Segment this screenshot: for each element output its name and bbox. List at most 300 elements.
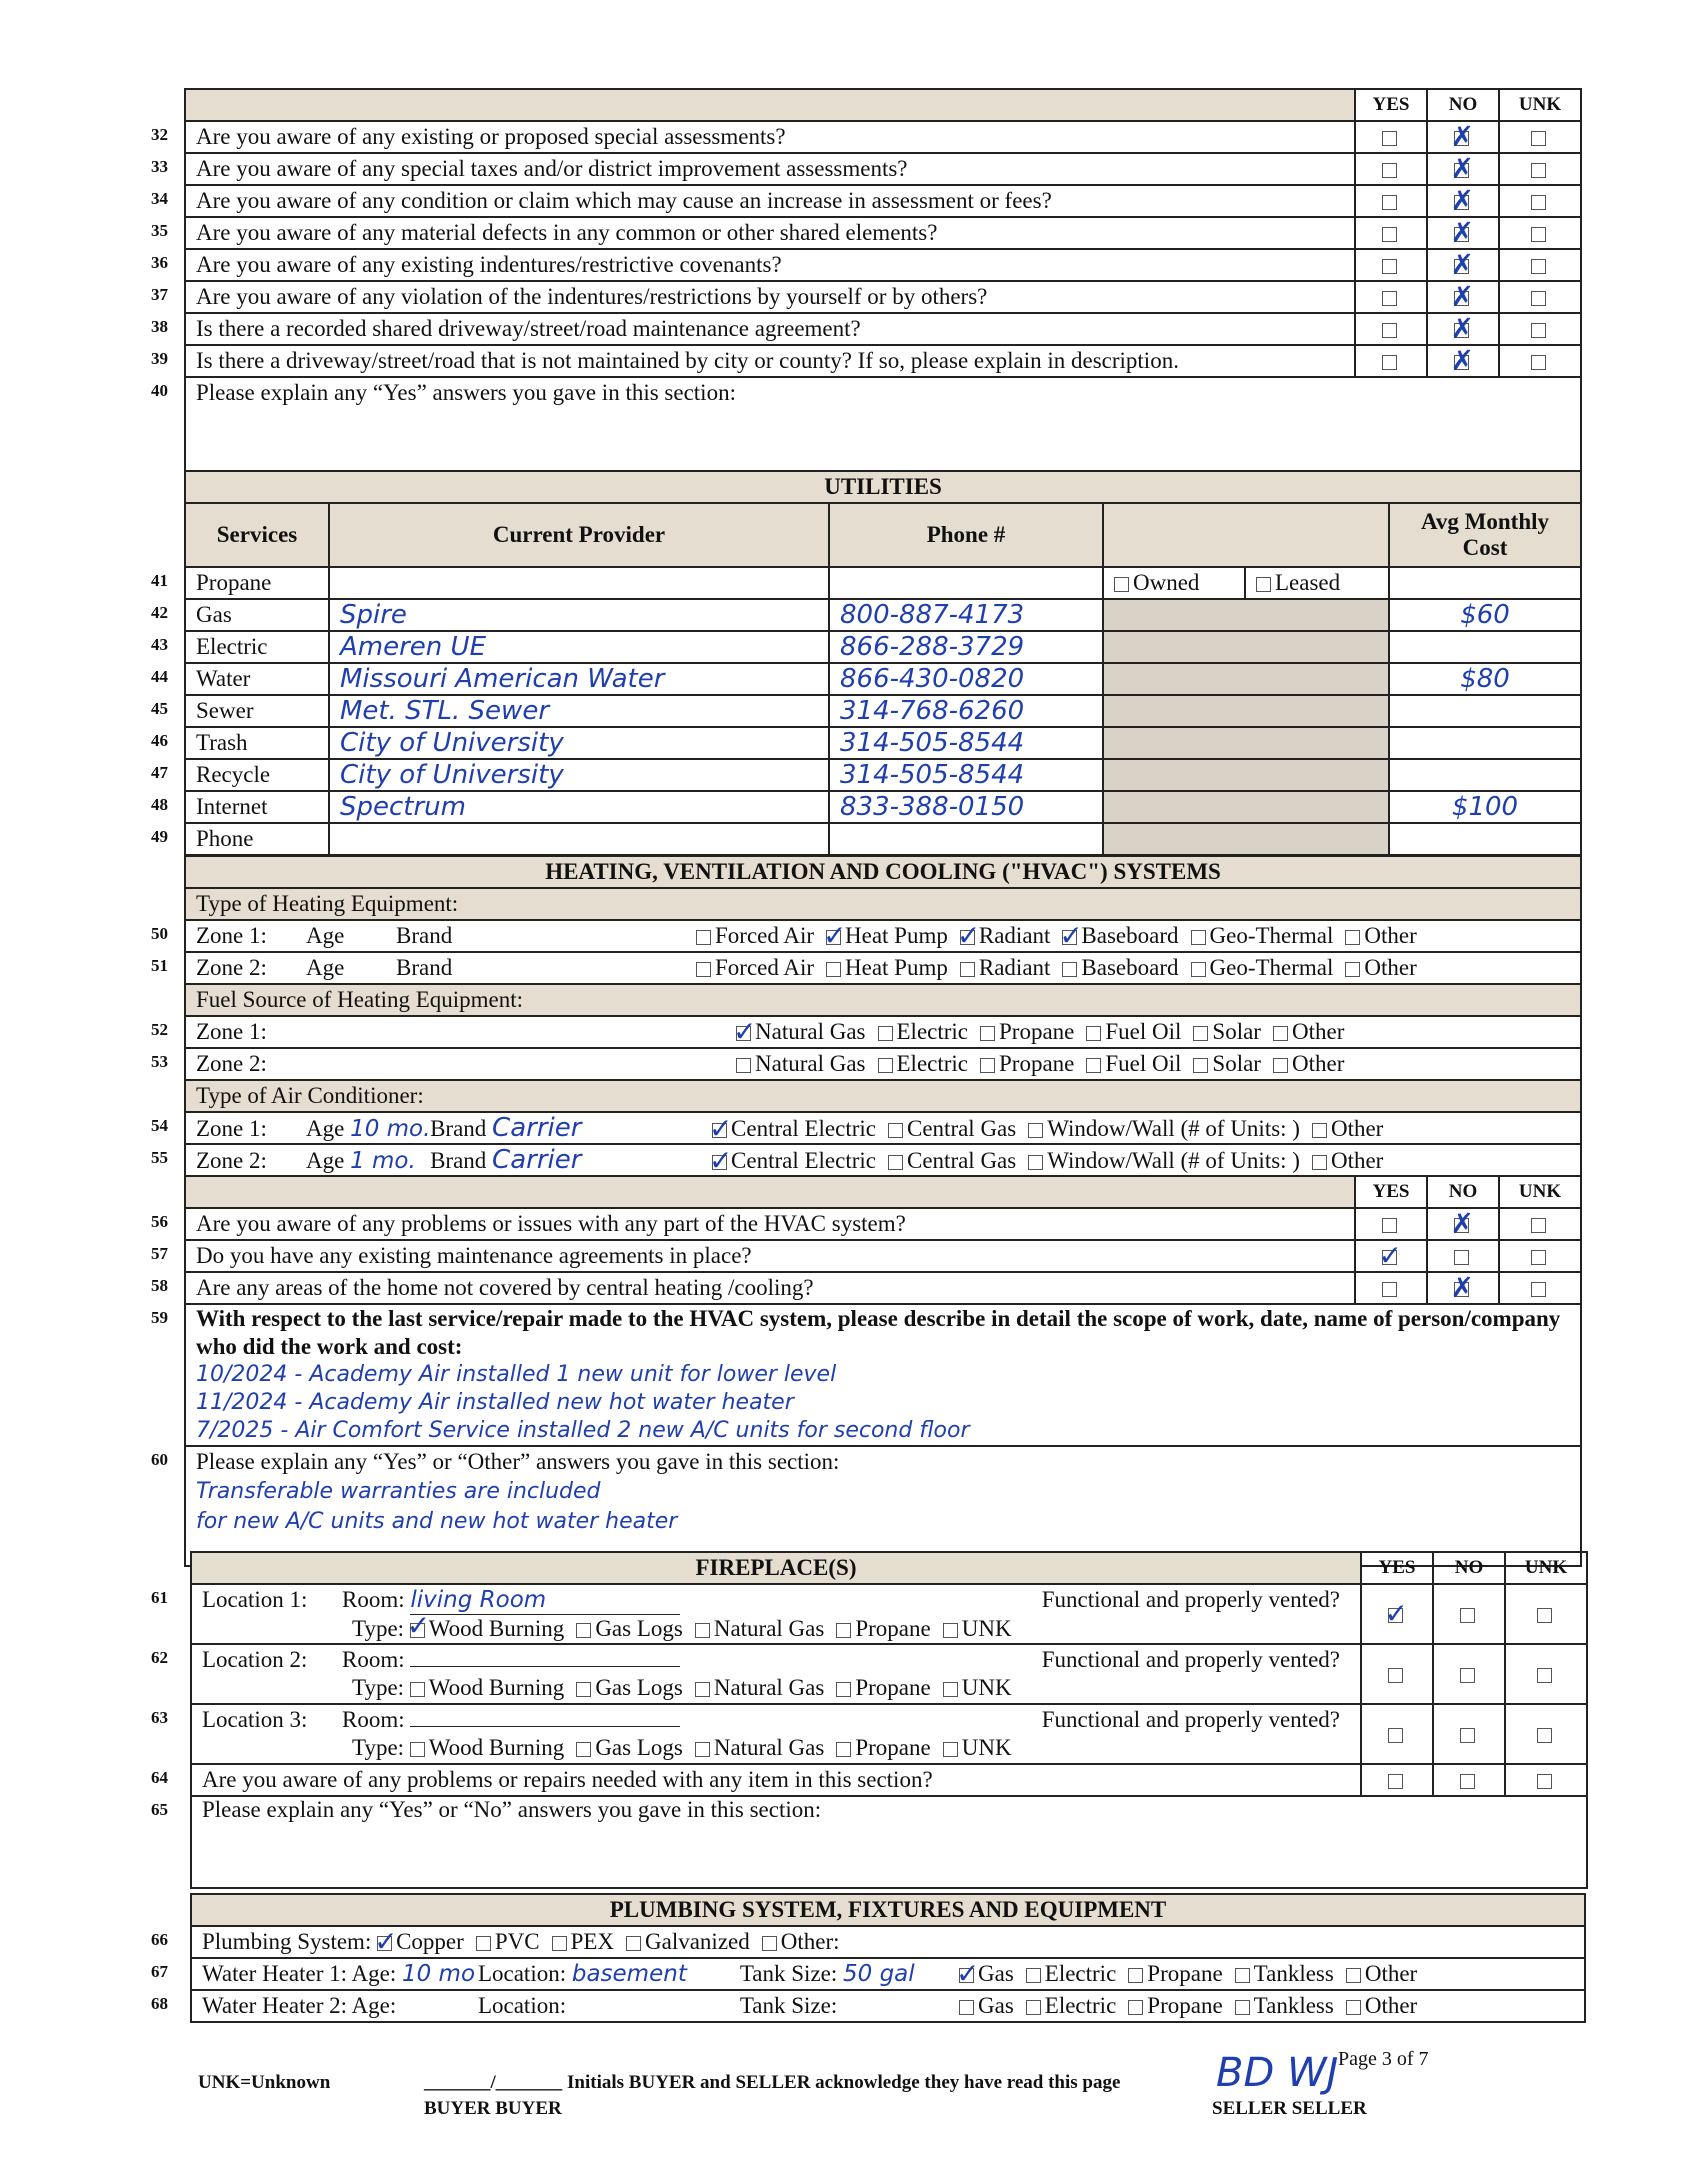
- row-number: 56: [151, 1212, 168, 1231]
- checkmark-icon: ✗: [1450, 345, 1474, 377]
- yes-checkbox[interactable]: [1388, 1728, 1403, 1743]
- yes-cell: [1355, 281, 1427, 313]
- explain-line: Transferable warranties are included: [196, 1479, 601, 1504]
- no-cell: [1427, 345, 1499, 377]
- heating-zone-row: [185, 920, 1581, 952]
- fuel-type-option-label: Fuel Oil: [1105, 1051, 1182, 1076]
- heating-type-option: [1345, 955, 1416, 980]
- age-label: Age: [306, 923, 345, 948]
- heater-type-checkbox[interactable]: [959, 2000, 974, 2015]
- unk-checkbox[interactable]: [1531, 291, 1546, 306]
- plumbing-type-checkbox[interactable]: [476, 1936, 491, 1951]
- explain-other-box[interactable]: [185, 1446, 1581, 1566]
- hvac-question: Are any areas of the home not covered by central heating /cooling?: [185, 1272, 1355, 1304]
- ac-brand-value[interactable]: Carrier: [492, 1113, 582, 1143]
- unk-cell: [1499, 1208, 1581, 1240]
- plumbing-type-checkbox[interactable]: [552, 1936, 567, 1951]
- heater-type-checkbox[interactable]: [1346, 2000, 1361, 2015]
- fuel-type-checkbox[interactable]: [1086, 1058, 1101, 1073]
- row-number: 63: [151, 1708, 168, 1727]
- fuel-type-checkbox[interactable]: [1193, 1058, 1208, 1073]
- age-label: Age: [306, 1148, 351, 1173]
- yes-checkbox[interactable]: [1382, 163, 1397, 178]
- fireplace-type-checkbox[interactable]: [836, 1623, 851, 1638]
- fp-unk-checkbox[interactable]: [1505, 1764, 1587, 1796]
- fireplace-type-checkbox[interactable]: [836, 1682, 851, 1697]
- fuel-type-option-label: Fuel Oil: [1105, 1019, 1182, 1044]
- plumbing-type-checkbox[interactable]: [626, 1936, 641, 1951]
- unk-checkbox[interactable]: [1531, 163, 1546, 178]
- fireplace-type-line: [202, 1608, 1350, 1643]
- plumbing-type-option-label: Copper: [396, 1929, 464, 1954]
- fireplace-explain-box[interactable]: [191, 1796, 1587, 1888]
- assessment-question: Is there a driveway/street/road that is not maintained by city or county? If so, please explain in description.: [185, 345, 1355, 377]
- fireplace-type-checkbox[interactable]: [576, 1682, 591, 1697]
- fireplace-explain-label: Please explain any “Yes” or “No” answers you gave in this section:: [202, 1797, 822, 1822]
- utility-provider[interactable]: City of University: [329, 759, 829, 791]
- heater-location-value[interactable]: basement: [571, 1961, 687, 1987]
- yes-cell: [1355, 1240, 1427, 1272]
- utility-avg-cost[interactable]: [1389, 567, 1581, 599]
- utility-service: Trash: [185, 727, 329, 759]
- heater-type-option-label: Electric: [1044, 1993, 1117, 2018]
- ac-type-checkbox[interactable]: [709, 1144, 733, 1176]
- fireplace-type-option-label: Wood Burning: [428, 1615, 565, 1641]
- zone-label: Zone 1:: [196, 1116, 267, 1141]
- plumbing-type-checkbox[interactable]: [762, 1936, 777, 1951]
- fuel-type-checkbox[interactable]: [980, 1058, 995, 1073]
- ac-type-option-label: Central Gas: [907, 1116, 1017, 1141]
- utility-avg-cost[interactable]: [1389, 823, 1581, 855]
- heater-age-value[interactable]: 10 mo: [401, 1961, 476, 1987]
- utility-phone[interactable]: 314-768-6260: [829, 695, 1103, 727]
- yes-checkbox[interactable]: [1382, 1282, 1397, 1297]
- fireplace-type-checkbox[interactable]: [406, 1608, 431, 1642]
- utility-avg-cost[interactable]: [1389, 695, 1581, 727]
- assessment-row: [185, 153, 1581, 185]
- fuel-type-checkbox[interactable]: [878, 1058, 893, 1073]
- fireplace-type-checkbox[interactable]: [695, 1682, 710, 1697]
- ac-type-option: [888, 1148, 1016, 1173]
- utility-provider[interactable]: Met. STL. Sewer: [329, 695, 829, 727]
- ac-type-option: [1028, 1116, 1300, 1141]
- yes-checkbox[interactable]: [1382, 131, 1397, 146]
- utility-phone[interactable]: [829, 567, 1103, 599]
- row-number: 46: [151, 731, 168, 750]
- heater-type-option-label: Gas: [978, 1993, 1014, 2018]
- utility-provider[interactable]: Spectrum: [329, 791, 829, 823]
- heater-type-option-label: Electric: [1044, 1961, 1117, 1986]
- utility-row: [185, 759, 1581, 791]
- fuel-type-checkbox[interactable]: [1273, 1058, 1288, 1073]
- row-number: 33: [151, 157, 168, 176]
- utility-phone[interactable]: 866-288-3729: [829, 631, 1103, 663]
- heater-type-checkbox[interactable]: [956, 1958, 980, 1990]
- fuel-type-option-label: Electric: [896, 1019, 969, 1044]
- unk-checkbox[interactable]: [1531, 259, 1546, 274]
- unk-checkbox[interactable]: [1531, 131, 1546, 146]
- yes-checkbox[interactable]: [1382, 291, 1397, 306]
- heating-type-checkbox[interactable]: [823, 920, 847, 952]
- no-cell: [1427, 121, 1499, 153]
- fireplace-type-option: [576, 1616, 683, 1641]
- utility-avg-cost[interactable]: $60: [1389, 599, 1581, 631]
- explain-yes-label: Please explain any “Yes” answers you gave in this section:: [196, 380, 736, 405]
- room-value[interactable]: [410, 1666, 680, 1667]
- utility-service: Internet: [185, 791, 329, 823]
- ac-age-value[interactable]: 10 mo.: [350, 1116, 431, 1142]
- fireplace-type-checkbox[interactable]: [576, 1742, 591, 1757]
- fireplace-type-checkbox[interactable]: [695, 1623, 710, 1638]
- yes-checkbox[interactable]: [1382, 195, 1397, 210]
- utility-row: [185, 695, 1581, 727]
- heater-type-checkbox[interactable]: [1235, 1968, 1250, 1983]
- utility-provider[interactable]: [329, 567, 829, 599]
- ac-type-option: [1312, 1148, 1383, 1173]
- checkmark-icon: ✓: [956, 920, 981, 952]
- ac-type-checkbox[interactable]: [1028, 1155, 1043, 1170]
- yes-checkbox[interactable]: [1384, 1597, 1408, 1631]
- utility-provider[interactable]: Spire: [329, 599, 829, 631]
- fuel-type-option-label: Propane: [999, 1019, 1075, 1044]
- ownership-cell: [1103, 823, 1389, 855]
- type-label: Type:: [352, 1615, 410, 1641]
- yes-cell: [1355, 249, 1427, 281]
- fireplace-type-option-label: Propane: [855, 1735, 931, 1760]
- plumbing-type-option: [626, 1929, 750, 1954]
- yes-cell: [1355, 313, 1427, 345]
- heating-type-checkbox[interactable]: [826, 962, 841, 977]
- heating-type-checkbox[interactable]: [696, 930, 711, 945]
- utility-provider[interactable]: [329, 823, 829, 855]
- assessment-row: [185, 249, 1581, 281]
- unk-checkbox[interactable]: [1531, 323, 1546, 338]
- utility-phone[interactable]: 314-505-8544: [829, 759, 1103, 791]
- utility-provider[interactable]: Missouri American Water: [329, 663, 829, 695]
- unk-cell: [1499, 1272, 1581, 1304]
- no-checkbox[interactable]: [1460, 1608, 1475, 1623]
- fireplace-room-line: [202, 1646, 1350, 1674]
- heating-type-option-label: Heat Pump: [845, 923, 948, 948]
- ac-age-value[interactable]: 1 mo.: [350, 1148, 416, 1174]
- ac-type-checkbox[interactable]: [709, 1112, 733, 1144]
- unk-cell: [1499, 1240, 1581, 1272]
- service-entry: 7/2025 - Air Comfort Service installed 2 new A/C units for second floor: [196, 1418, 970, 1443]
- no-checkbox[interactable]: [1450, 1272, 1474, 1304]
- owned-checkbox[interactable]: [1114, 577, 1129, 592]
- assessment-row: [185, 281, 1581, 313]
- checkmark-icon: ✗: [1450, 153, 1474, 185]
- heating-type-checkbox[interactable]: [696, 962, 711, 977]
- heating-type-option-label: Geo-Thermal: [1209, 923, 1334, 948]
- location-label: Location:: [477, 1993, 572, 2018]
- yes-checkbox[interactable]: [1388, 1668, 1403, 1683]
- fireplace-room-line: [202, 1586, 1350, 1615]
- ac-type-option-label: Central Electric: [731, 1116, 876, 1141]
- fireplace-type-option-label: Wood Burning: [428, 1675, 565, 1700]
- yes-checkbox[interactable]: [1382, 259, 1397, 274]
- no-checkbox[interactable]: [1450, 121, 1474, 153]
- plumbing-type-option: [476, 1929, 540, 1954]
- row-number: 57: [151, 1244, 168, 1263]
- utilities-title: UTILITIES: [185, 471, 1581, 503]
- unk-cell: [1499, 153, 1581, 185]
- fuel-type-checkbox[interactable]: [1273, 1026, 1288, 1041]
- yes-checkbox[interactable]: [1382, 323, 1397, 338]
- heating-type-option-label: Baseboard: [1081, 955, 1179, 980]
- row-number: 39: [151, 349, 168, 368]
- location-label: Location 2:: [202, 1647, 308, 1672]
- no-cell: [1427, 217, 1499, 249]
- unk-header: UNK: [1505, 1552, 1587, 1584]
- fireplace-type-option-label: Wood Burning: [428, 1735, 565, 1760]
- plumbing-type-option-label: PEX: [570, 1929, 615, 1954]
- fuel-type-checkbox[interactable]: [980, 1026, 995, 1041]
- heating-type-checkbox[interactable]: [1191, 930, 1206, 945]
- assessment-question: Are you aware of any violation of the indentures/restrictions by yourself or by others?: [185, 281, 1355, 313]
- assessment-row: [185, 313, 1581, 345]
- no-checkbox[interactable]: [1450, 249, 1474, 281]
- heater-type-checkbox[interactable]: [1026, 2000, 1041, 2015]
- fp-yes-checkbox[interactable]: [1361, 1764, 1433, 1796]
- heating-type-checkbox[interactable]: [960, 962, 975, 977]
- no-checkbox[interactable]: [1450, 185, 1474, 217]
- fireplace-type-option: [410, 1675, 565, 1700]
- fireplace-type-checkbox[interactable]: [410, 1682, 425, 1697]
- utility-avg-cost[interactable]: $100: [1389, 791, 1581, 823]
- heater-type-checkbox[interactable]: [1128, 1968, 1143, 1983]
- heater-tank-value[interactable]: 50 gal: [843, 1961, 915, 1987]
- fuel-type-checkbox[interactable]: [733, 1016, 757, 1048]
- utility-provider[interactable]: Ameren UE: [329, 631, 829, 663]
- ac-type-checkbox[interactable]: [888, 1123, 903, 1138]
- unk-checkbox[interactable]: [1537, 1728, 1552, 1743]
- assessment-question: Are you aware of any material defects in any common or other shared elements?: [185, 217, 1355, 249]
- heating-type-option-label: Forced Air: [715, 955, 815, 980]
- brand-label: Brand: [396, 955, 453, 980]
- fp-no-checkbox[interactable]: [1433, 1764, 1505, 1796]
- fireplace-type-option-label: Propane: [855, 1615, 931, 1641]
- row-number: 38: [151, 317, 168, 336]
- fireplace-type-checkbox[interactable]: [410, 1742, 425, 1757]
- utility-phone[interactable]: [829, 823, 1103, 855]
- ownership-cell: [1103, 759, 1389, 791]
- utility-phone[interactable]: 866-430-0820: [829, 663, 1103, 695]
- room-value[interactable]: living Room: [410, 1586, 680, 1615]
- ac-type-checkbox[interactable]: [1312, 1123, 1327, 1138]
- heater-label: Water Heater 1:: [202, 1961, 352, 1986]
- brand-label: Brand: [396, 923, 453, 948]
- yes-checkbox[interactable]: [1382, 227, 1397, 242]
- utility-row: [185, 663, 1581, 695]
- fuel-type-option-label: Solar: [1212, 1051, 1261, 1076]
- fireplace-type-line: [202, 1734, 1350, 1762]
- utility-phone[interactable]: 314-505-8544: [829, 727, 1103, 759]
- yes-cell: [1361, 1644, 1433, 1704]
- ac-type-option: [1312, 1116, 1383, 1141]
- no-checkbox[interactable]: [1460, 1728, 1475, 1743]
- leased-label: Leased: [1275, 570, 1341, 595]
- age-label: Age: [306, 1116, 351, 1141]
- zone-label: Zone 2:: [196, 955, 267, 980]
- row-number: 51: [151, 956, 168, 975]
- heating-type-option: [1062, 955, 1178, 980]
- plumbing-type-option: [374, 1926, 464, 1958]
- heater-type-checkbox[interactable]: [1346, 1968, 1361, 1983]
- ac-type-checkbox[interactable]: [888, 1155, 903, 1170]
- unk-header: UNK: [1499, 89, 1581, 121]
- fuel-type-option-label: Natural Gas: [755, 1019, 866, 1044]
- no-cell: [1427, 1272, 1499, 1304]
- fuel-type-option-label: Propane: [999, 1051, 1075, 1076]
- fireplace-type-line: [202, 1674, 1350, 1702]
- fireplace-type-checkbox[interactable]: [943, 1682, 958, 1697]
- utility-provider[interactable]: City of University: [329, 727, 829, 759]
- fireplace-type-checkbox[interactable]: [576, 1623, 591, 1638]
- unk-checkbox[interactable]: [1531, 1282, 1546, 1297]
- heating-type-option: [696, 955, 814, 980]
- unk-cell: [1499, 313, 1581, 345]
- no-checkbox[interactable]: [1454, 1250, 1469, 1265]
- unk-checkbox[interactable]: [1531, 355, 1546, 370]
- unk-cell: [1505, 1584, 1587, 1644]
- yes-cell: [1361, 1584, 1433, 1644]
- heater-type-checkbox[interactable]: [1128, 2000, 1143, 2015]
- fuel-type-checkbox[interactable]: [736, 1058, 751, 1073]
- fireplace-type-checkbox[interactable]: [943, 1742, 958, 1757]
- leased-checkbox[interactable]: [1256, 577, 1271, 592]
- fireplace-type-checkbox[interactable]: [836, 1742, 851, 1757]
- unk-checkbox[interactable]: [1531, 227, 1546, 242]
- seller-initials-signature: BD WJ: [1216, 2050, 1339, 2096]
- row-number: 55: [151, 1148, 168, 1167]
- utility-phone[interactable]: 833-388-0150: [829, 791, 1103, 823]
- no-header: NO: [1433, 1552, 1505, 1584]
- unk-header: UNK: [1499, 1176, 1581, 1208]
- row-number: 36: [151, 253, 168, 272]
- ac-brand-value[interactable]: Carrier: [492, 1145, 582, 1175]
- heating-type-checkbox[interactable]: [1345, 930, 1360, 945]
- no-checkbox[interactable]: [1450, 217, 1474, 249]
- ac-type-option: [709, 1144, 876, 1176]
- no-checkbox[interactable]: [1450, 1208, 1474, 1240]
- ac-type-checkbox[interactable]: [1312, 1155, 1327, 1170]
- location-label: Location 3:: [202, 1707, 308, 1732]
- zone-label: Zone 2:: [196, 1148, 267, 1173]
- ac-type-checkbox[interactable]: [1028, 1123, 1043, 1138]
- utility-avg-cost[interactable]: [1389, 631, 1581, 663]
- fuel-type-option: [733, 1016, 866, 1048]
- fuel-type-option: [1086, 1019, 1181, 1044]
- no-checkbox[interactable]: [1450, 281, 1474, 313]
- unk-checkbox[interactable]: [1531, 1250, 1546, 1265]
- unk-checkbox[interactable]: [1531, 1218, 1546, 1233]
- no-cell: [1427, 185, 1499, 217]
- plumbing-type-checkbox[interactable]: [374, 1926, 398, 1958]
- fuel-type-checkbox[interactable]: [878, 1026, 893, 1041]
- heating-type-label: Type of Heating Equipment:: [185, 888, 1581, 920]
- no-checkbox[interactable]: [1450, 153, 1474, 185]
- fuel-type-checkbox[interactable]: [1086, 1026, 1101, 1041]
- utility-avg-cost[interactable]: [1389, 727, 1581, 759]
- fireplace-type-checkbox[interactable]: [943, 1623, 958, 1638]
- fireplace-type-option-label: UNK: [961, 1735, 1012, 1760]
- hvac-row: [185, 1240, 1581, 1272]
- yes-checkbox[interactable]: [1382, 1218, 1397, 1233]
- heater-type-checkbox[interactable]: [1026, 1968, 1041, 1983]
- hvac-row: [185, 1272, 1581, 1304]
- heating-type-checkbox[interactable]: [956, 920, 981, 952]
- plumbing-type-option: [762, 1929, 840, 1954]
- heating-type-checkbox[interactable]: [1345, 962, 1360, 977]
- age-label: Age:: [351, 1961, 402, 1986]
- heating-type-checkbox[interactable]: [1062, 962, 1077, 977]
- checkmark-icon: ✗: [1450, 249, 1474, 281]
- unk-legend: UNK=Unknown: [198, 2072, 331, 2093]
- unk-checkbox[interactable]: [1537, 1608, 1552, 1623]
- heater-type-checkbox[interactable]: [1235, 2000, 1250, 2015]
- unk-checkbox[interactable]: [1531, 195, 1546, 210]
- fuel-type-checkbox[interactable]: [1193, 1026, 1208, 1041]
- plumbing-type-option-label: Other:: [780, 1929, 840, 1954]
- last-service-answer: [196, 1361, 1570, 1445]
- explain-other-label: Please explain any “Yes” or “Other” answers you gave in this section:: [196, 1449, 840, 1474]
- heating-type-option: [826, 955, 948, 980]
- fuel-type-option: [1193, 1019, 1261, 1044]
- yes-header: YES: [1355, 1176, 1427, 1208]
- yes-checkbox[interactable]: [1378, 1240, 1402, 1272]
- explain-yes-box[interactable]: [185, 377, 1581, 471]
- fireplace-type-option-label: Gas Logs: [595, 1615, 683, 1641]
- unk-checkbox[interactable]: [1537, 1668, 1552, 1683]
- no-checkbox[interactable]: [1450, 345, 1474, 377]
- no-cell: [1433, 1644, 1505, 1704]
- checkmark-icon: ✗: [1450, 1208, 1474, 1240]
- heating-type-option-label: Radiant: [978, 955, 1051, 980]
- page-number: Page 3 of 7: [1338, 2048, 1429, 2070]
- no-checkbox[interactable]: [1460, 1668, 1475, 1683]
- yes-cell: [1355, 1208, 1427, 1240]
- utility-avg-cost[interactable]: $80: [1389, 663, 1581, 695]
- heating-type-checkbox[interactable]: [1059, 920, 1083, 952]
- fireplace-type-option: [943, 1616, 1012, 1641]
- last-service-box[interactable]: [185, 1304, 1581, 1446]
- heating-type-checkbox[interactable]: [1191, 962, 1206, 977]
- owned-cell: [1103, 567, 1245, 599]
- no-checkbox[interactable]: [1450, 313, 1474, 345]
- assessment-row: [185, 185, 1581, 217]
- fuel-type-option-label: Other: [1291, 1051, 1345, 1076]
- heating-zone: [185, 952, 1581, 984]
- fuel-type-option: [1273, 1051, 1344, 1076]
- room-value[interactable]: [410, 1726, 680, 1727]
- avg-cost-header: Avg Monthly Cost: [1389, 503, 1581, 567]
- fireplace-type-checkbox[interactable]: [695, 1742, 710, 1757]
- provider-header: Current Provider: [329, 503, 829, 567]
- brand-label: Brand: [430, 1116, 493, 1141]
- utility-avg-cost[interactable]: [1389, 759, 1581, 791]
- checkmark-icon: ✓: [956, 1958, 980, 1990]
- yes-cell: [1355, 345, 1427, 377]
- fireplace-type-option: [836, 1675, 930, 1700]
- utility-phone[interactable]: 800-887-4173: [829, 599, 1103, 631]
- utility-service: Phone: [185, 823, 329, 855]
- unk-cell: [1505, 1644, 1587, 1704]
- fuel-type-option-label: Electric: [896, 1051, 969, 1076]
- yes-checkbox[interactable]: [1382, 355, 1397, 370]
- utility-service: Sewer: [185, 695, 329, 727]
- fireplace-type-option-label: UNK: [961, 1675, 1012, 1700]
